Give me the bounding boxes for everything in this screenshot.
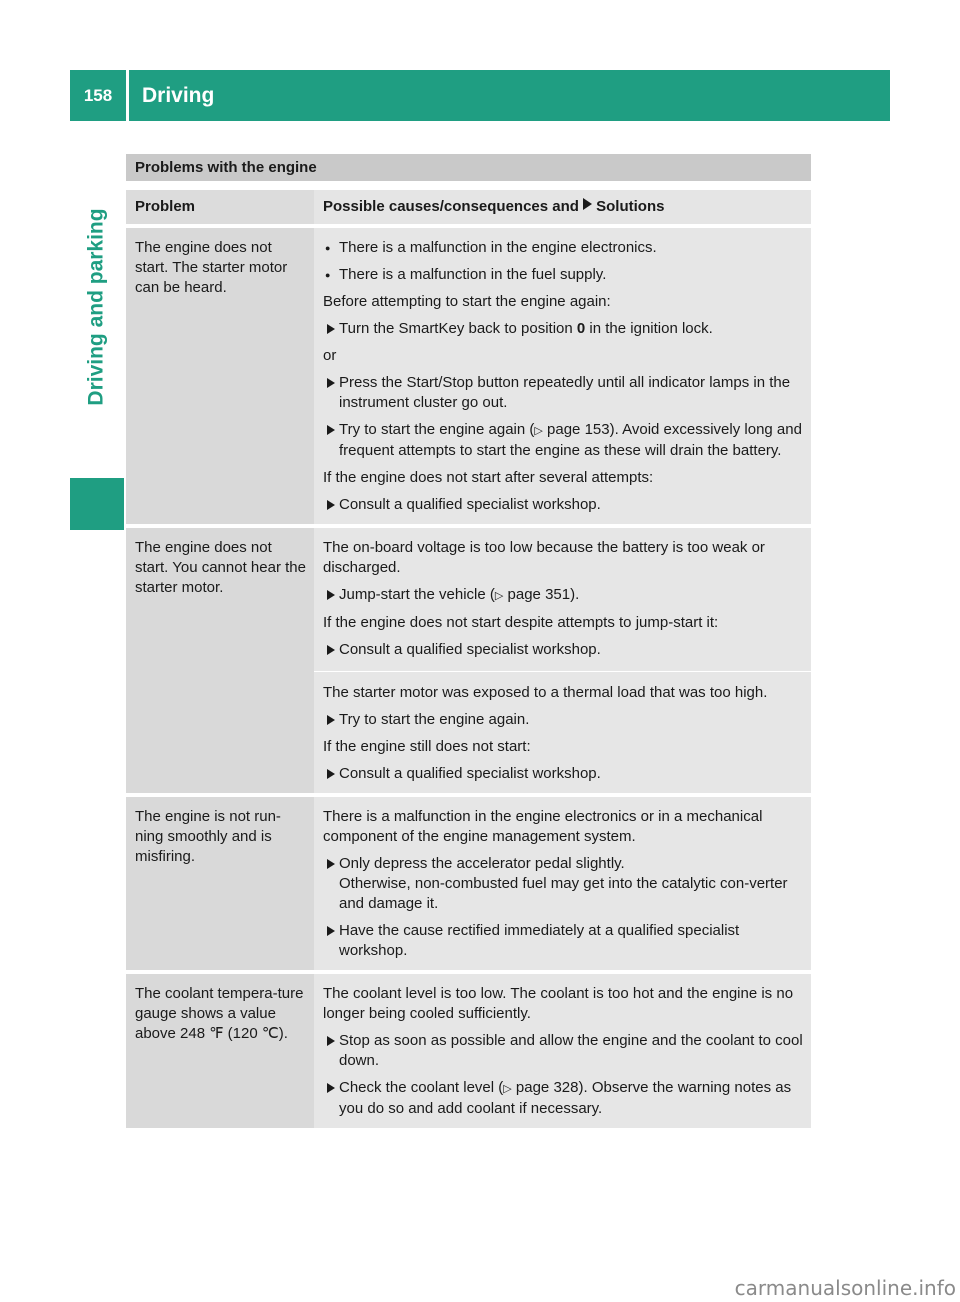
- solution-cell: [314, 228, 811, 524]
- or-text: or: [323, 347, 337, 364]
- instruction-text: If the engine does not start despite attempts to jump-start it:: [323, 614, 719, 631]
- cause-separator: [314, 671, 811, 672]
- solution-cell: [314, 797, 811, 970]
- step-text: Try to start the engine again (: [339, 421, 535, 438]
- page-ref-icon: ▷: [494, 590, 504, 602]
- side-chapter-tab: [70, 478, 124, 530]
- step-text: Only depress the accelerator pedal slightly.: [339, 855, 625, 872]
- step-item: Consult a qualified specialist workshop.: [323, 495, 803, 515]
- step-item: [323, 1078, 803, 1119]
- step-item: Consult a qualified specialist workshop.: [323, 640, 803, 660]
- step-arrow-icon: [583, 198, 592, 210]
- page-reference-link[interactable]: page 351: [507, 586, 571, 603]
- page-number: 158: [83, 85, 113, 105]
- table-row: [126, 228, 811, 524]
- step-text: Turn the SmartKey back to position: [339, 320, 577, 337]
- step-note: Otherwise, non-combusted fuel may get into the catalytic con-verter and damage it.: [339, 875, 788, 912]
- step-item: Consult a qualified specialist workshop.: [323, 764, 803, 784]
- cause-text: The starter motor was exposed to a thermal load that was too high.: [323, 684, 768, 701]
- step-item: [323, 854, 803, 914]
- side-chapter-label: Driving and parking: [85, 208, 109, 406]
- cause-text: There is a malfunction in the engine electronics or in a mechanical component of the engine management system.: [323, 808, 763, 845]
- step-item: [323, 319, 803, 339]
- section-title: Problems with the engine: [126, 154, 811, 181]
- table-row: [126, 974, 811, 1128]
- step-item: [323, 585, 803, 606]
- chapter-title: Driving: [142, 83, 215, 107]
- header-solutions-suffix: Solutions: [596, 198, 665, 215]
- page-ref-icon: ▷: [503, 1083, 512, 1095]
- step-item: [323, 420, 803, 461]
- table-header-row: [126, 190, 811, 224]
- instruction-text: If the engine does not start after several attempts:: [323, 469, 654, 486]
- cause-text: The on-board voltage is too low because the battery is too weak or discharged.: [323, 539, 765, 576]
- problem-cell: The engine does not start. You cannot hear the starter motor.: [126, 528, 314, 793]
- step-item: Press the Start/Stop button repeatedly until all indicator lamps in the instrument cluster go out.: [323, 373, 803, 413]
- troubleshooting-table: [126, 186, 811, 1132]
- step-text: ). Observe the warning notes as you do so and add coolant if necessary.: [339, 1079, 792, 1117]
- step-text: ). Avoid excessively long and frequent attempts to start the engine as these will drain the battery.: [339, 421, 802, 459]
- solution-cell: [314, 974, 811, 1128]
- instruction-text: Before attempting to start the engine again:: [323, 293, 611, 310]
- step-key-position: 0: [576, 320, 586, 337]
- instruction-text: If the engine still does not start:: [323, 738, 531, 755]
- problem-cell: The coolant tempera-ture gauge shows a value above 248 ℉ (120 ℃).: [126, 974, 314, 1128]
- header-solutions-prefix: Possible causes/consequences and: [323, 198, 579, 215]
- step-item: Try to start the engine again.: [323, 710, 803, 730]
- step-text: Jump-start the vehicle (: [339, 586, 495, 603]
- side-chapter-label-container: [69, 122, 125, 492]
- page-ref-icon: ▷: [534, 425, 543, 437]
- problem-cell: The engine does not start. The starter motor can be heard.: [126, 228, 314, 524]
- step-item: Stop as soon as possible and allow the engine and the coolant to cool down.: [323, 1031, 803, 1071]
- bullet-item: ● There is a malfunction in the fuel supply.: [323, 265, 803, 285]
- cause-text: The coolant level is too low. The coolant is too hot and the engine is no longer being cooled sufficiently.: [323, 985, 794, 1022]
- solution-cell: [314, 528, 811, 793]
- page-reference-link[interactable]: page 153: [547, 421, 610, 438]
- page-reference-link[interactable]: page 328: [515, 1079, 579, 1096]
- bullet-item: ● There is a malfunction in the engine electronics.: [323, 238, 803, 258]
- table-row: [126, 797, 811, 970]
- step-text: ).: [570, 586, 580, 603]
- header-solutions: [314, 190, 811, 224]
- step-item: Have the cause rectified immediately at a qualified specialist workshop.: [323, 921, 803, 961]
- table-row: [126, 528, 811, 793]
- problem-cell: The engine is not run-ning smoothly and is misfiring.: [126, 797, 314, 970]
- step-text: in the ignition lock.: [585, 320, 713, 337]
- header-divider: [126, 70, 129, 121]
- header-problem: Problem: [126, 190, 314, 224]
- step-text: Check the coolant level (: [339, 1079, 504, 1096]
- watermark: carmanualsonline.info: [734, 1276, 956, 1300]
